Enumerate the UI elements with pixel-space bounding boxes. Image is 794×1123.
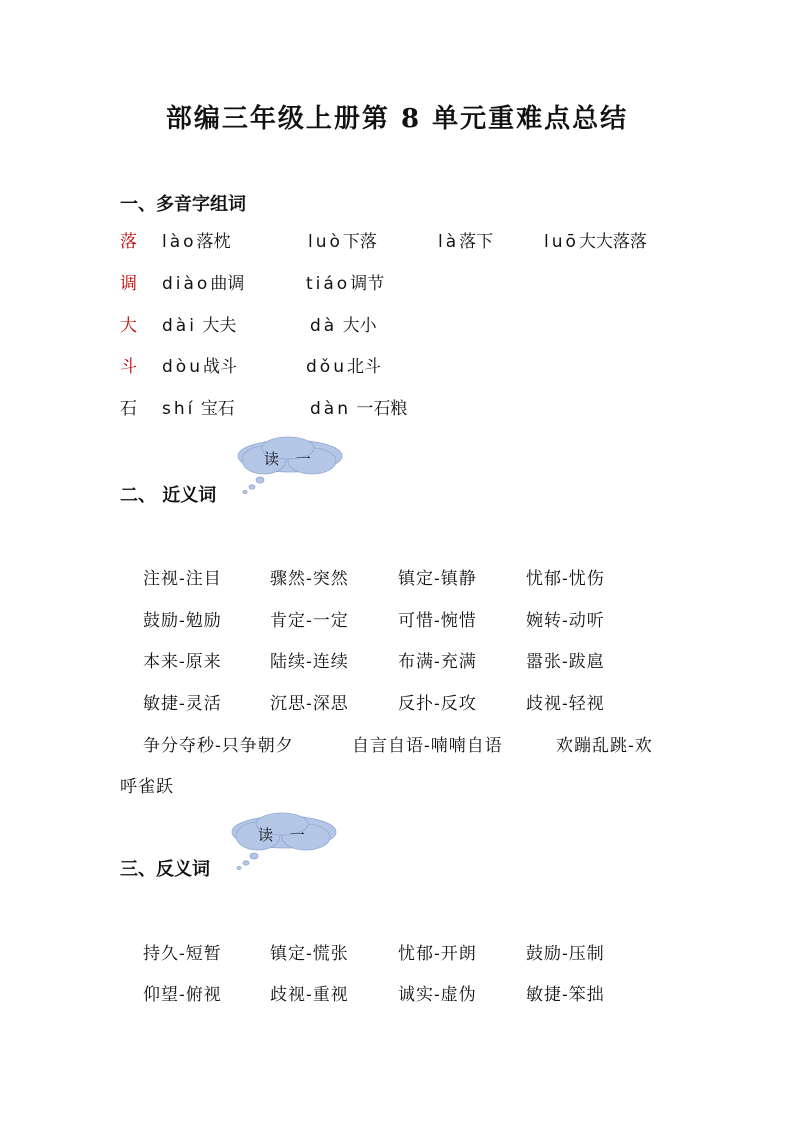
word: 曲调	[210, 274, 245, 294]
synonym-pair: 陆续-连续	[270, 652, 349, 672]
synonym-pair: 可惜-惋惜	[398, 611, 477, 631]
section2-heading: 二、 近义词	[120, 485, 217, 506]
pinyin: shí	[162, 399, 196, 419]
pinyin: dòu	[162, 357, 203, 377]
synonym-pair: 反扑-反攻	[398, 694, 477, 714]
synonym-pair: 肯定-一定	[270, 611, 349, 631]
pinyin-word	[162, 229, 231, 255]
word: 北斗	[346, 357, 381, 377]
cloud-label: 读 一	[258, 826, 311, 844]
cloud-label: 读 一	[264, 450, 317, 468]
antonym-pair: 诚实-虚伪	[398, 985, 477, 1005]
pinyin: dǒu	[306, 357, 347, 377]
synonym-pair: 镇定-镇静	[398, 569, 477, 589]
antonym-pair: 鼓励-压制	[526, 944, 605, 964]
pinyin: luō	[544, 232, 579, 252]
pinyin-word	[162, 313, 236, 339]
pinyin: dài	[162, 316, 197, 336]
word: 一石粮	[350, 399, 408, 419]
pinyin-word	[310, 313, 377, 339]
antonym-pair: 持久-短暂	[143, 944, 222, 964]
synonym-pair: 沉思-深思	[270, 694, 349, 714]
antonym-pair: 忧郁-开朗	[398, 944, 477, 964]
word: 大小	[337, 316, 377, 336]
word: 落下	[459, 232, 494, 252]
pinyin-word	[310, 396, 407, 422]
synonym-pair: 鼓励-勉励	[143, 611, 222, 631]
synonym-pair: 歧视-轻视	[526, 694, 605, 714]
word: 调节	[350, 274, 385, 294]
pinyin: diào	[162, 274, 211, 294]
pinyin: tiáo	[306, 274, 351, 294]
pinyin: luò	[308, 232, 343, 252]
synonym-pair: 婉转-动听	[526, 611, 605, 631]
pinyin: lào	[162, 232, 197, 252]
page-title: 部编三年级上册第 8 单元重难点总结	[165, 104, 629, 134]
synonym-long-cont: 呼雀跃	[120, 777, 174, 797]
pinyin: dàn	[310, 399, 351, 419]
synonym-pair: 敏捷-灵活	[143, 694, 222, 714]
pinyin: là	[438, 232, 460, 252]
polyphonic-char: 石	[120, 399, 137, 419]
pinyin-word	[308, 229, 377, 255]
pinyin-word	[438, 229, 493, 255]
polyphonic-char: 调	[120, 274, 137, 294]
synonym-pair: 忧郁-忧伤	[526, 569, 605, 589]
word: 战斗	[202, 357, 237, 377]
pinyin-word	[162, 396, 235, 422]
synonym-long-1: 争分夺秒-只争朝夕	[143, 736, 294, 756]
synonym-pair: 嚣张-跋扈	[526, 652, 605, 672]
section1-heading: 一、多音字组词	[120, 194, 246, 215]
synonym-pair: 骤然-突然	[270, 569, 349, 589]
antonym-pair: 镇定-慌张	[270, 944, 349, 964]
synonym-pair: 注视-注目	[143, 569, 222, 589]
word: 宝石	[195, 399, 235, 419]
pinyin-word	[306, 271, 384, 297]
pinyin: dà	[310, 316, 338, 336]
pinyin-word	[306, 354, 381, 380]
synonym-long-3: 欢蹦乱跳-欢	[556, 736, 653, 756]
antonym-pair: 仰望-俯视	[143, 985, 222, 1005]
synonym-long-2: 自言自语-喃喃自语	[352, 736, 503, 756]
word: 大夫	[196, 316, 237, 336]
pinyin-word	[544, 229, 647, 255]
pinyin-word	[162, 271, 244, 297]
antonym-pair: 歧视-重视	[270, 985, 349, 1005]
word: 落枕	[196, 232, 231, 252]
synonym-pair: 本来-原来	[143, 652, 222, 672]
pinyin-word	[162, 354, 237, 380]
antonym-pair: 敏捷-笨拙	[526, 985, 605, 1005]
word: 大大落落	[578, 232, 647, 252]
word: 下落	[342, 232, 377, 252]
polyphonic-char: 大	[120, 316, 137, 336]
polyphonic-char: 落	[120, 232, 137, 252]
section3-heading: 三、反义词	[120, 859, 210, 880]
synonym-pair: 布满-充满	[398, 652, 477, 672]
polyphonic-char: 斗	[120, 357, 137, 377]
